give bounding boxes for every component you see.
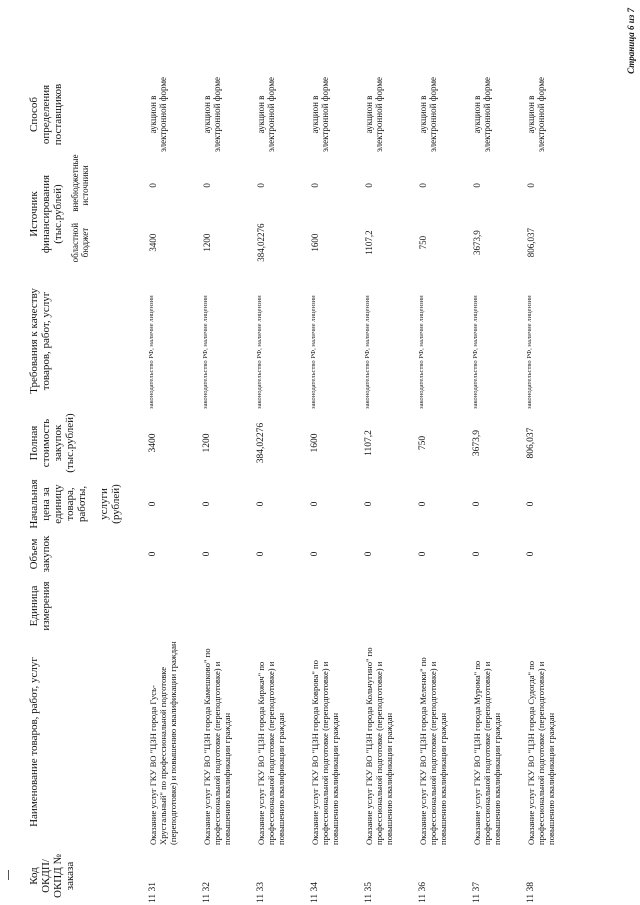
header-price-bottom: услуги (рублей) [98, 484, 122, 524]
cell-requirements: законодательство РФ, наличие лицензии [526, 295, 533, 409]
cell-source-extra: 0 [418, 183, 428, 188]
cell-source-regional: 1107,2 [364, 230, 374, 255]
cell-source-regional: 1600 [310, 233, 320, 252]
cell-price: 0 [202, 501, 212, 507]
cell-source [308, 157, 362, 271]
cell-total: 3400 [148, 433, 158, 453]
cell-code: 11 33 [256, 881, 266, 903]
table-header [26, 72, 146, 905]
cell-volume: 0 [418, 551, 428, 557]
cell-price: 0 [310, 501, 320, 507]
header-code: Код ОКДП/ ОКПД № заказа [28, 854, 76, 898]
cell-volume: 0 [148, 551, 158, 557]
cell-source-extra: 0 [202, 183, 212, 188]
header-total: Полная стоимость закупок (тыс.рублей) [28, 413, 76, 473]
cell-code: 11 36 [418, 881, 428, 903]
cell-name: Оказание услуг ГКУ ВО "ЦЗН города Меленки" по профессиональной подготовке (переподготовке) и повышению квалификации граждан [418, 657, 448, 845]
table-row [254, 72, 308, 905]
cell-requirements: законодательство РФ, наличие лицензии [256, 295, 263, 409]
cell-name: Оказание услуг ГКУ ВО "ЦЗН города Кольчугино" по профессиональной подготовке (переподготовке) и повышению квалификации граждан [364, 647, 394, 845]
cell-source-regional: 750 [418, 235, 428, 250]
cell-code: 11 35 [364, 881, 374, 903]
cell-code: 11 38 [526, 881, 536, 903]
header-price [26, 475, 146, 533]
cell-source-extra: 0 [364, 183, 374, 188]
table-row [200, 72, 254, 905]
cell-source [524, 157, 578, 271]
header-source [26, 154, 146, 271]
procurement-table [26, 72, 578, 905]
cell-source-extra: 0 [526, 183, 536, 188]
cell-name: Оказание услуг ГКУ ВО "ЦЗН города Камешково" по профессиональной подготовке (переподготовке) и повышению квалификации граждан [202, 648, 232, 845]
cell-source-extra: 0 [310, 183, 320, 188]
cell-total: 384,02276 [256, 422, 266, 464]
header-requirements: Требования к качеству товаров, работ, услуг [28, 288, 52, 394]
cell-unit [470, 575, 524, 637]
table-row [146, 72, 200, 905]
cell-total: 1200 [202, 433, 212, 453]
cell-method: аукцион в электронной форме [148, 76, 168, 153]
cell-requirements: законодательство РФ, наличие лицензии [418, 295, 425, 409]
cell-code: 11 37 [472, 881, 482, 903]
header-source-regional: областной бюджет [70, 222, 90, 263]
header-unit: Единица измерения [28, 581, 52, 631]
cell-requirements: законодательство РФ, наличие лицензии [364, 295, 371, 409]
cell-unit [524, 575, 578, 637]
cell-code: 11 34 [310, 881, 320, 903]
cell-total: 806,037 [526, 427, 536, 459]
cell-source-regional: 384,02276 [256, 223, 266, 262]
cell-method: аукцион в электронной форме [202, 76, 222, 153]
cell-requirements: законодательство РФ, наличие лицензии [310, 295, 317, 409]
cell-source-regional: 1200 [202, 233, 212, 252]
cell-unit [308, 575, 362, 637]
cell-source-extra: 0 [148, 183, 158, 188]
table-row [470, 72, 524, 905]
cell-source-extra: 0 [256, 183, 266, 188]
scan-mark [8, 870, 12, 880]
cell-unit [362, 575, 416, 637]
cell-method: аукцион в электронной форме [472, 76, 492, 153]
cell-requirements: законодательство РФ, наличие лицензии [148, 295, 155, 409]
cell-total: 3673,9 [472, 429, 482, 457]
cell-source [254, 157, 308, 271]
cell-name: Оказание услуг ГКУ ВО "ЦЗН города Мурома" по профессиональной подготовке (переподготовке) и повышению квалификации граждан [472, 660, 502, 845]
cell-volume: 0 [310, 551, 320, 557]
header-name: Наименование товаров, работ, услуг [28, 657, 40, 827]
cell-price: 0 [472, 501, 482, 507]
header-volume: Объем закупок [28, 535, 52, 573]
table-row [308, 72, 362, 905]
cell-method: аукцион в электронной форме [310, 76, 330, 153]
cell-source-extra: 0 [472, 183, 482, 188]
table-row [362, 72, 416, 905]
cell-requirements: законодательство РФ, наличие лицензии [472, 295, 479, 409]
cell-total: 1600 [310, 433, 320, 453]
cell-unit [416, 575, 470, 637]
cell-code: 11 32 [202, 881, 212, 903]
cell-volume: 0 [472, 551, 482, 557]
cell-method: аукцион в электронной форме [418, 76, 438, 153]
cell-unit [254, 575, 308, 637]
header-source-subcolumns [70, 154, 90, 269]
cell-total: 1107,2 [364, 430, 374, 456]
cell-volume: 0 [526, 551, 536, 557]
table-body [146, 72, 578, 905]
page-footer: Страница 6 из 7 [626, 8, 636, 74]
cell-source [416, 157, 470, 271]
cell-volume: 0 [364, 551, 374, 557]
header-price-top: Начальная цена за единицу товара, работы, [28, 479, 88, 529]
cell-price: 0 [526, 501, 536, 507]
cell-source-regional: 806,037 [526, 227, 536, 258]
header-method: Способ определения поставщиков [28, 83, 64, 146]
header-source-extra: внебюджетные источники [70, 154, 90, 212]
cell-price: 0 [418, 501, 428, 507]
cell-price: 0 [364, 501, 374, 507]
cell-code: 11 31 [148, 881, 158, 903]
cell-unit [146, 575, 200, 637]
table-row [524, 72, 578, 905]
cell-name: Оказание услуг ГКУ ВО "ЦЗН города Киржач" по профессиональной подготовке (переподготовке) и повышению квалификации граждан [256, 661, 286, 845]
cell-source [470, 157, 524, 271]
cell-unit [200, 575, 254, 637]
cell-source-regional: 3400 [148, 233, 158, 252]
cell-total: 750 [418, 435, 428, 451]
cell-name: Оказание услуг ГКУ ВО "ЦЗН города Гусь-Хрустальный" по профессиональной подготовке (переподготовке) и повышению квалификации граждан [148, 641, 178, 845]
cell-price: 0 [148, 501, 158, 507]
table-row [416, 72, 470, 905]
cell-requirements: законодательство РФ, наличие лицензии [202, 295, 209, 409]
cell-method: аукцион в электронной форме [364, 76, 384, 153]
cell-name: Оказание услуг ГКУ ВО "ЦЗН города Коврова" по профессиональной подготовке (переподготовке) и повышению квалификации граждан [310, 660, 340, 845]
cell-method: аукцион в электронной форме [256, 76, 276, 153]
cell-price: 0 [256, 501, 266, 507]
header-source-title: Источник финансирования (тыс.рублей) [28, 174, 64, 254]
cell-volume: 0 [256, 551, 266, 557]
cell-volume: 0 [202, 551, 212, 557]
cell-method: аукцион в электронной форме [526, 76, 546, 153]
cell-source [200, 157, 254, 271]
cell-name: Оказание услуг ГКУ ВО "ЦЗН города Судогда" по профессиональной подготовке (переподготовке) и повышению квалификации граждан [526, 660, 556, 845]
cell-source [362, 157, 416, 271]
cell-source-regional: 3673,9 [472, 230, 482, 255]
cell-source [146, 157, 200, 271]
